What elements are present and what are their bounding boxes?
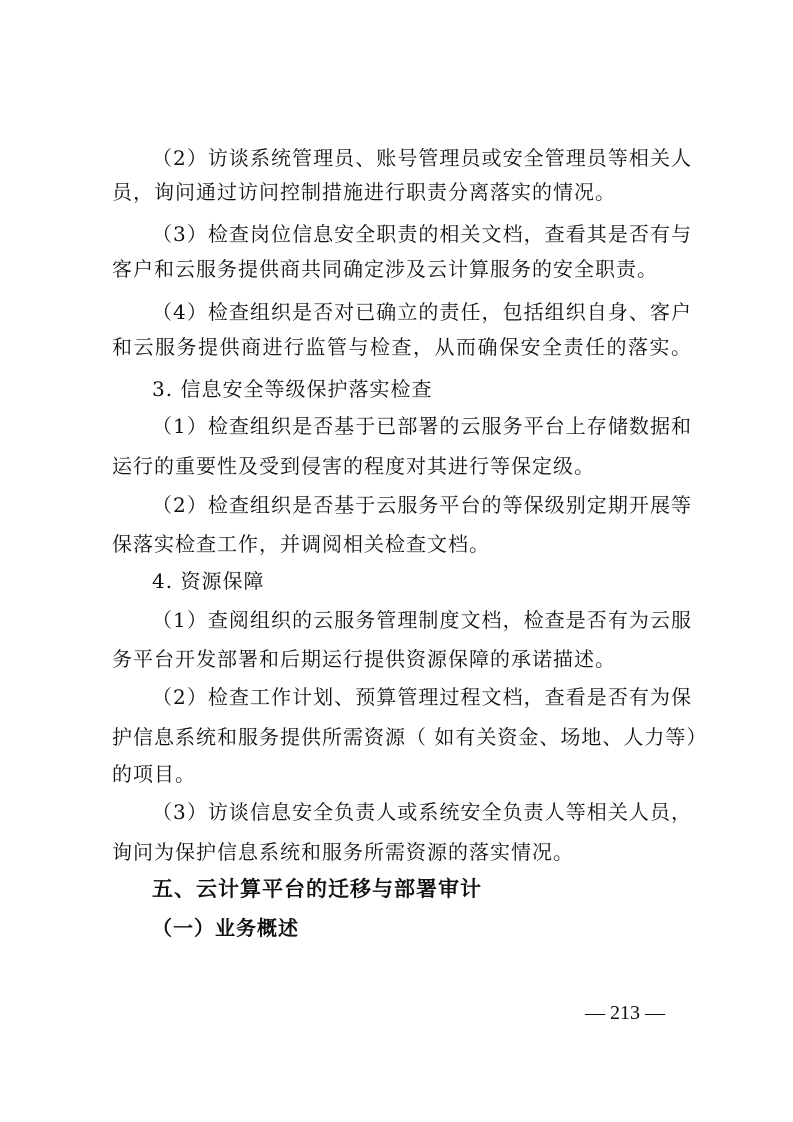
paragraph-line: 护信息系统和服务提供所需资源（ 如有关资金、场地、人力等）: [112, 725, 708, 749]
paragraph-line: （2）检查组织是否基于云服务平台的等保级别定期开展等: [152, 493, 692, 517]
paragraph-line: 和云服务提供商进行监管与检查，从而确保安全责任的落实。: [112, 335, 692, 359]
paragraph-line: 运行的重要性及受到侵害的程度对其进行等保定级。: [112, 454, 595, 478]
paragraph-line: 保落实检查工作，并调阅相关检查文档。: [112, 532, 490, 556]
paragraph-line: 客户和云服务提供商共同确定涉及云计算服务的安全职责。: [112, 257, 658, 281]
paragraph-line: 询问为保护信息系统和服务所需资源的落实情况。: [112, 840, 574, 864]
paragraph-line: 员，询问通过访问控制措施进行职责分离落实的情况。: [112, 180, 616, 204]
paragraph-line: （1）查阅组织的云服务管理制度文档，检查是否有为云服: [152, 608, 692, 632]
subsection-heading: （一）业务概述: [152, 916, 299, 940]
section-title-line: 4. 资源保障: [152, 569, 265, 593]
paragraph-line: （2）检查工作计划、预算管理过程文档，查看是否有为保: [152, 685, 692, 709]
section-title-line: 3. 信息安全等级保护落实检查: [152, 377, 433, 401]
paragraph-line: （3）访谈信息安全负责人或系统安全负责人等相关人员，: [152, 800, 692, 824]
paragraph-line: （1）检查组织是否基于已部署的云服务平台上存储数据和: [152, 414, 692, 438]
paragraph-line: （2）访谈系统管理员、账号管理员或安全管理员等相关人: [152, 146, 692, 170]
page-number: — 213 —: [585, 1002, 665, 1024]
paragraph-line: 务平台开发部署和后期运行提供资源保障的承诺描述。: [112, 647, 616, 671]
paragraph-line: 的项目。: [112, 762, 196, 786]
paragraph-line: （3）检查岗位信息安全职责的相关文档，查看其是否有与: [152, 222, 692, 246]
paragraph-line: （4）检查组织是否对已确立的责任，包括组织自身、客户: [152, 300, 692, 324]
chapter-heading: 五、云计算平台的迁移与部署审计: [152, 877, 482, 901]
